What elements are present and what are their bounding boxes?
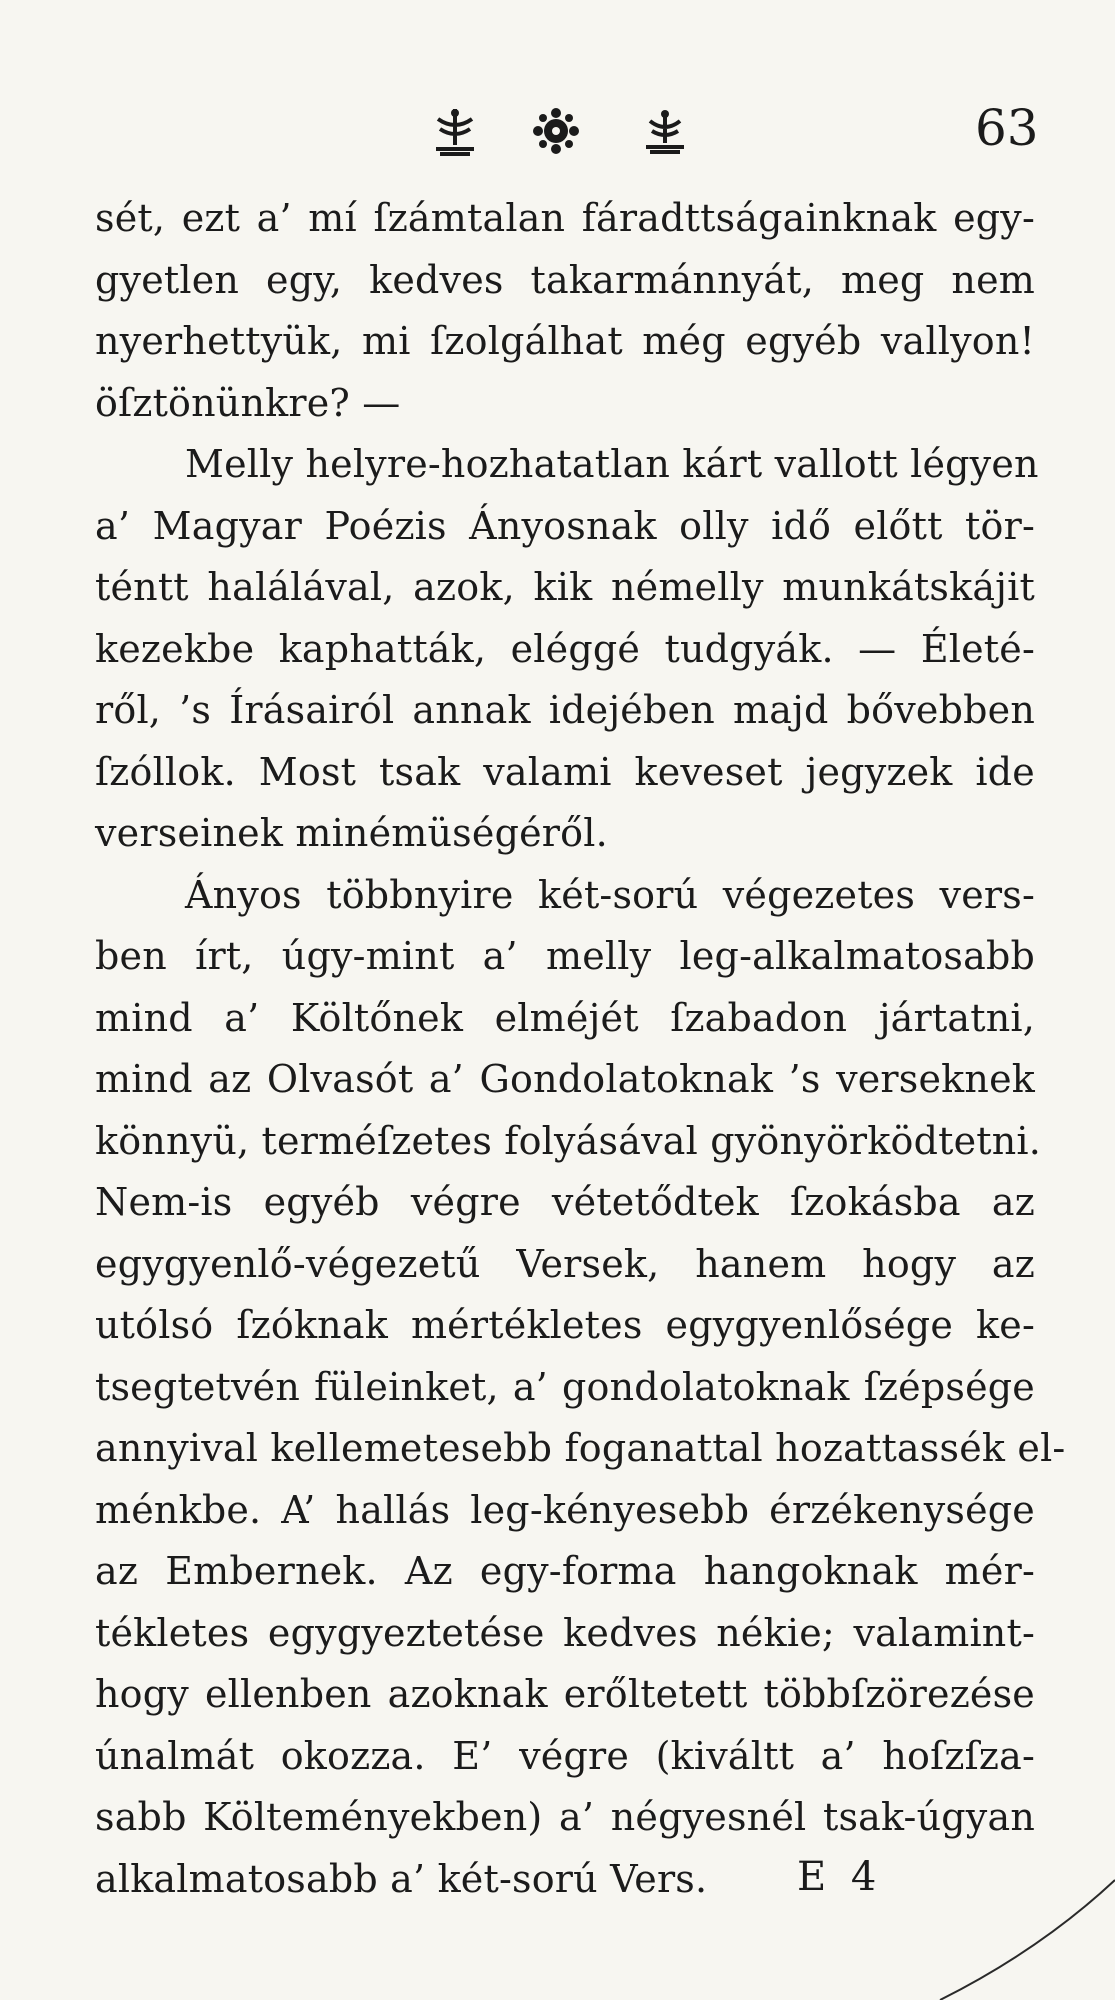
text-line: ménkbe. A’ hallás leg-kényesebb érzékenysége xyxy=(95,1487,1035,1532)
header-ornaments xyxy=(430,95,690,165)
text-line: könnyü, terméſzetes folyásával gyönyörködtetni. xyxy=(95,1118,1042,1163)
page-header xyxy=(0,95,1115,165)
text-line: verseinek minémüségéről. xyxy=(95,811,608,855)
text-line: Nem-is egyéb végre vétetődtek ſzokásba az xyxy=(95,1180,1035,1224)
text-line: hogy ellenben azoknak erőltetett többſzörezése xyxy=(95,1672,1035,1716)
left-ornament-icon xyxy=(430,105,480,157)
text-line: utólsó ſzóknak mértékletes egygyenlősége ke- xyxy=(95,1303,1035,1347)
text-line: egygyenlő-végezetű Versek, hanem hogy az xyxy=(95,1241,1035,1286)
text-line: a’ Magyar Poézis Ányosnak olly idő előtt tör- xyxy=(95,503,1035,548)
text-line: mind a’ Költőnek elméjét ſzabadon jártatni, xyxy=(95,995,1035,1040)
signature-mark: E 4 xyxy=(797,1854,883,1900)
text-line: mind az Olvasót a’ Gondolatoknak ’s verseknek xyxy=(95,1057,1035,1101)
body-text xyxy=(95,188,1066,1910)
text-line: ről, ’s Írásairól annak idejében majd bővebben xyxy=(95,688,1035,732)
text-line: sabb Költeményekben) a’ négyesnél tsak-úgyan xyxy=(95,1795,1035,1839)
text-line: Melly helyre-hozhatatlan kárt vallott légyen xyxy=(185,442,1039,486)
text-line: ſzóllok. Most tsak valami keveset jegyzek ide xyxy=(95,749,1035,794)
text-line: nyerhettyük, mi ſzolgálhat még egyéb vallyon! xyxy=(95,319,1035,363)
text-line: Ányos többnyire két-sorú végezetes vers- xyxy=(185,872,1035,917)
text-line: az Embernek. Az egy-forma hangoknak mér- xyxy=(95,1549,1035,1593)
text-line: tékletes egygyeztetése kedves nékie; valamint- xyxy=(95,1610,1035,1655)
text-line: annyival kellemetesebb foganattal hozattassék el- xyxy=(95,1426,1066,1470)
text-line: ben írt, úgy-mint a’ melly leg-alkalmatosabb xyxy=(95,934,1035,978)
text-line: tsegtetvén füleinket, a’ gondolatoknak ſzépsége xyxy=(95,1364,1035,1409)
text-line: téntt halálával, azok, kik némelly munkátskájit xyxy=(95,565,1035,609)
text-line: öſztönünkre? — xyxy=(95,380,401,425)
text-line: gyetlen egy, kedves takarmánnyát, meg nem xyxy=(95,257,1035,302)
text-line: únalmát okozza. E’ végre (kiváltt a’ hoſzſza- xyxy=(95,1733,1035,1778)
center-ornament-icon xyxy=(530,105,582,157)
right-ornament-icon xyxy=(640,105,690,157)
text-line: kezekbe kaphatták, eléggé tudgyák. — Életé- xyxy=(95,626,1035,671)
page-number: 63 xyxy=(975,99,1039,157)
text-line: sét, ezt a’ mí ſzámtalan fáradttságainknak egy- xyxy=(95,196,1035,240)
text-line: alkalmatosabb a’ két-sorú Vers. xyxy=(95,1856,708,1901)
